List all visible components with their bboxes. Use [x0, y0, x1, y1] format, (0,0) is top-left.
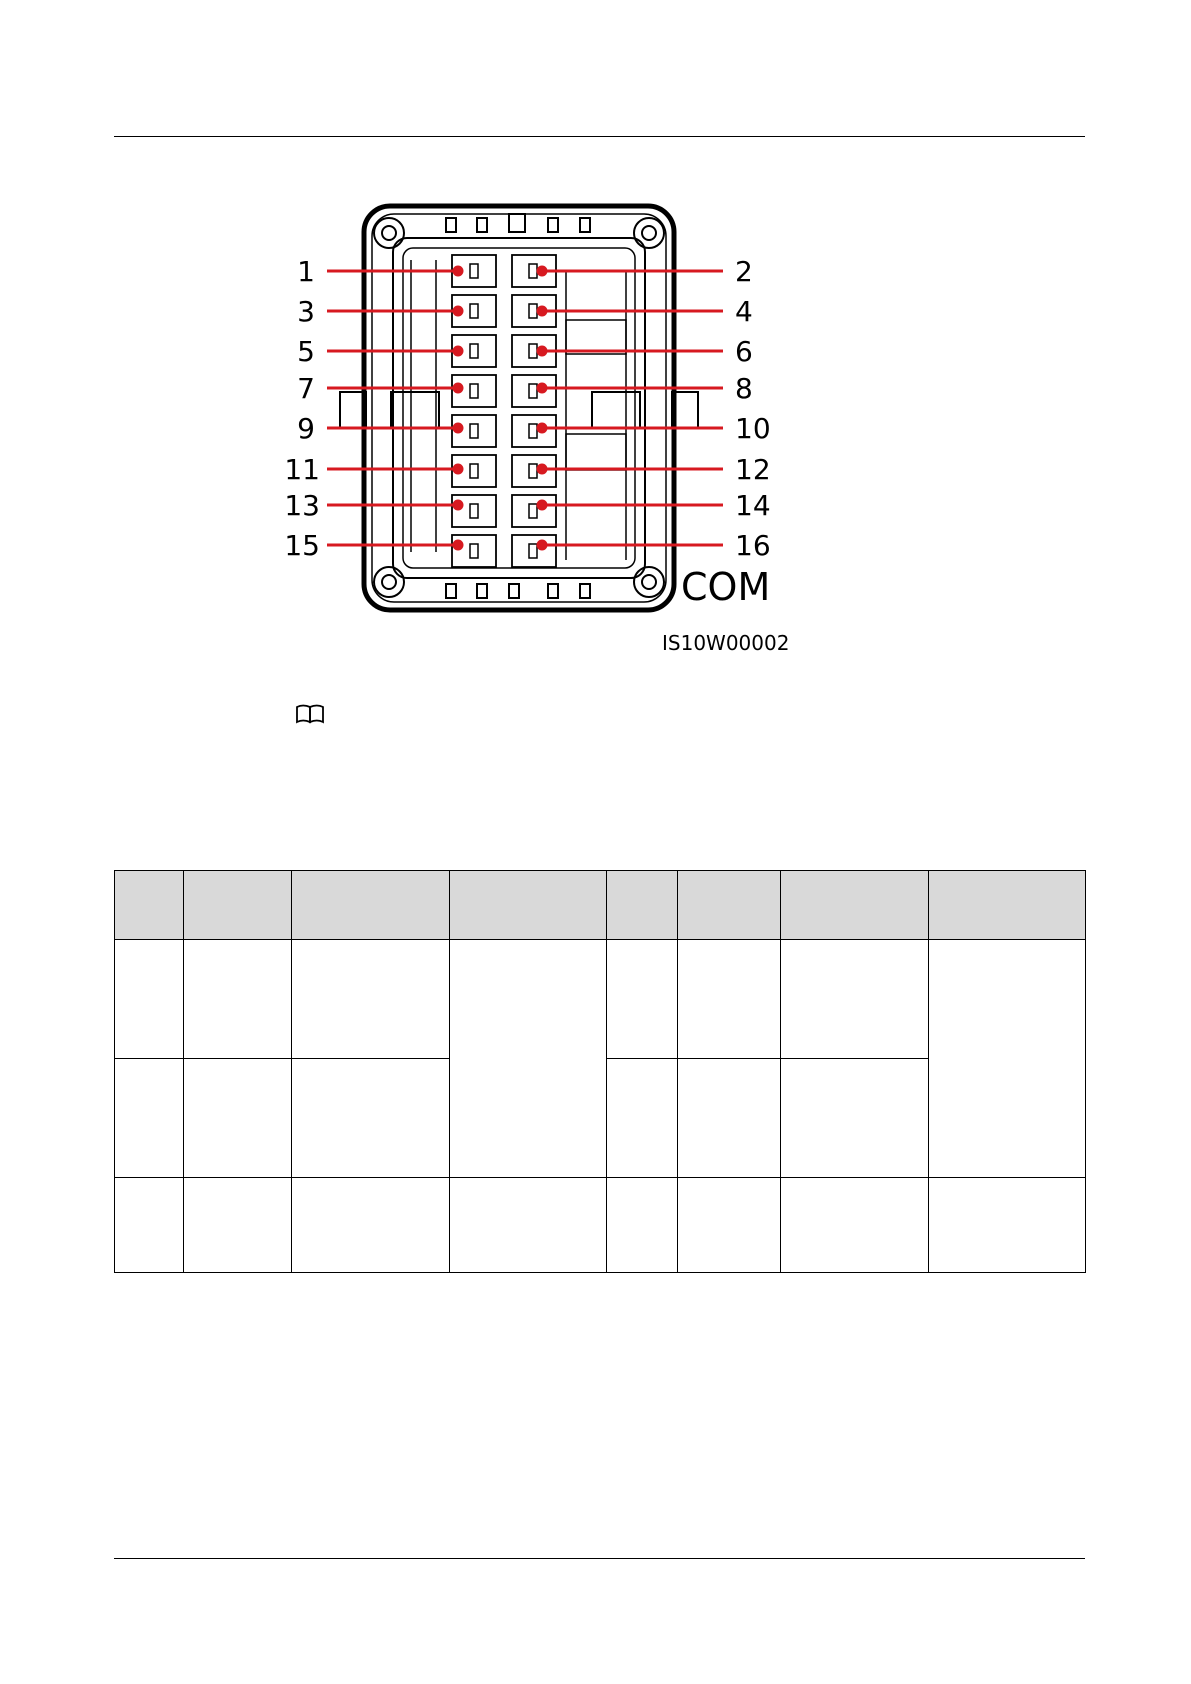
pin-label: 14	[735, 489, 771, 522]
pin-label: 6	[735, 335, 753, 368]
table-cell	[115, 940, 184, 1059]
header-cell	[929, 871, 1086, 940]
header-cell	[678, 871, 781, 940]
com-port-pinout-figure	[0, 0, 1191, 700]
figure-id: IS10W00002	[662, 631, 790, 655]
table-cell	[292, 940, 450, 1059]
pin-label: 15	[284, 529, 320, 562]
header-cell	[115, 871, 184, 940]
table-cell	[929, 940, 1086, 1178]
table-cell	[607, 1059, 678, 1178]
table-cell	[678, 1059, 781, 1178]
table-cell	[184, 1059, 292, 1178]
signal-table	[114, 870, 1086, 1273]
header-cell	[292, 871, 450, 940]
table-cell	[184, 1178, 292, 1273]
table-cell	[781, 1059, 929, 1178]
pin-label: 1	[297, 255, 315, 288]
pin-label: 4	[735, 295, 753, 328]
pin-label: 2	[735, 255, 753, 288]
table-cell	[184, 940, 292, 1059]
table-cell	[781, 940, 929, 1059]
bottom-teeth	[446, 584, 590, 598]
terminal-block-right	[512, 255, 556, 567]
pin-label: 9	[297, 412, 315, 445]
table-cell	[292, 1059, 450, 1178]
table-cell	[450, 940, 607, 1178]
table-cell	[115, 1059, 184, 1178]
table-row	[115, 940, 1086, 1059]
header-cell	[607, 871, 678, 940]
pin-label: 12	[735, 453, 771, 486]
table-header-row	[115, 871, 1086, 940]
table-cell	[678, 940, 781, 1059]
header-cell	[184, 871, 292, 940]
table-cell	[607, 1178, 678, 1273]
table-row	[115, 1178, 1086, 1273]
table-cell	[292, 1178, 450, 1273]
top-teeth	[446, 214, 590, 232]
pin-label: 8	[735, 372, 753, 405]
table-cell	[929, 1178, 1086, 1273]
pin-label: 7	[297, 372, 315, 405]
header-cell	[781, 871, 929, 940]
table-cell	[678, 1178, 781, 1273]
book-icon	[295, 703, 325, 725]
table-cell	[450, 1178, 607, 1273]
pin-label: 16	[735, 529, 771, 562]
table-cell	[115, 1178, 184, 1273]
terminal-block-left	[452, 255, 496, 567]
footer-divider	[114, 1558, 1085, 1559]
pin-label: 10	[735, 412, 771, 445]
callouts-left	[327, 267, 462, 549]
pin-label: 3	[297, 295, 315, 328]
pin-label: 11	[284, 453, 320, 486]
table-cell	[607, 940, 678, 1059]
pin-label: 13	[284, 489, 320, 522]
port-label: COM	[681, 565, 771, 609]
table-cell	[781, 1178, 929, 1273]
header-cell	[450, 871, 607, 940]
pin-label: 5	[297, 335, 315, 368]
